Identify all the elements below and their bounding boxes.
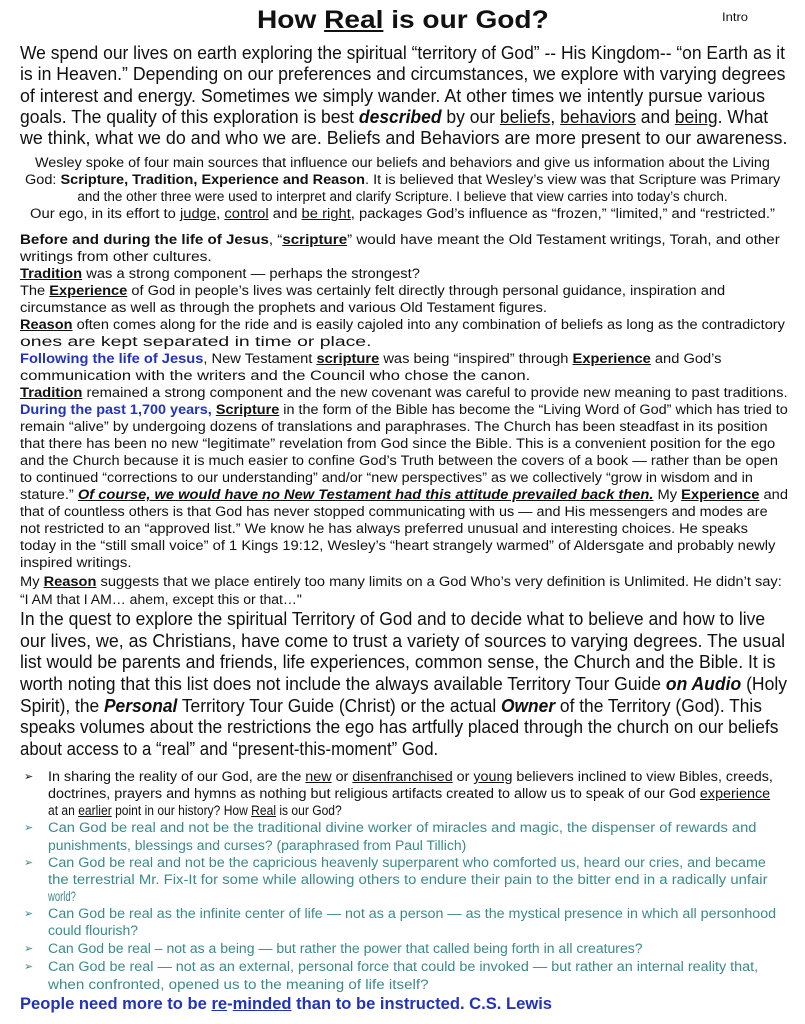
intro-paragraph-line: We spend our lives on earth exploring the spiritual “territory of God” -- His Kingdom-- “on Earth as it [20,43,785,63]
text: , [550,107,561,127]
text: (Holy [741,674,788,694]
text: of the Territory (God). This [555,696,762,716]
history-line [20,283,725,299]
text: , [216,206,225,221]
underlined-word: re [211,994,228,1013]
text: Spirit), the [20,696,104,716]
keyword: Tradition [20,266,83,281]
text: point in our history? How [111,803,252,818]
history-line: that of countless others is that God has never stopped communicating with us — and His messengers and modes are [20,504,768,519]
text: - [227,994,233,1013]
text: in the form of the Bible has become the “Living Word of God” which has tried to [279,402,788,417]
text: believers inclined to view Bibles, creeds, [512,769,773,784]
title-text: is our God? [383,6,549,34]
text: at an [48,803,79,818]
emphasis: Owner [501,696,556,716]
history-line: that there has been no new “legitimate” revelation from God since the Bible. This is a convenient position for the ego [20,436,776,451]
keyword: Experience [49,283,128,298]
quest-paragraph-line: In the quest to explore the spiritual Territory of God and to decide what to believe and how to live [20,609,766,629]
text: suggests that we place entirely too many limits on a God Who’s very definition is Unlimited. He didn’t say: [96,574,782,589]
history-line: ones are kept separated in time or place. [20,334,372,349]
underlined-word: judge [180,206,217,221]
text: , packages God’s influence as “frozen,” “limited,” and “restricted.” [350,206,775,221]
history-line [20,317,785,333]
text: God: [24,172,61,187]
question-line [48,769,773,785]
keyword: Reason [20,317,73,332]
history-line [20,402,788,418]
question-line [48,803,342,819]
text: Wesley spoke of four main sources that influence our beliefs and behaviors and give us information about the Living [35,155,770,170]
text: ” would have meant the Old Testament writings, Torah, and other [347,232,780,247]
history-line [20,266,420,282]
keyword: Scripture [215,402,280,417]
page-title [0,6,805,35]
quest-paragraph-line: list would be parents and friends, life experiences, common sense, the Church and the Bible. It is [20,652,776,672]
section-tag: Intro [722,10,749,24]
question-line: Can God be real — not as an external, personal force that could be invoked — but rather an internal reality that, [48,959,759,974]
arrow-bullet-icon: ➢ [24,943,34,955]
cs-lewis-quote [20,994,552,1014]
underlined-word: beliefs [499,107,551,127]
wesley-line [0,155,805,171]
arrow-bullet-icon: ➢ [24,771,34,783]
history-line [20,385,788,401]
heading-phrase: Before and during the life of Jesus [20,232,269,247]
underlined-word: experience [699,786,771,801]
text: . It is believed that Wesley’s view was that Scripture was Primary [364,172,781,187]
history-line [20,232,780,248]
underlined-word: disenfranchised [352,769,453,784]
text: and [635,107,675,127]
text: by our [441,107,500,127]
history-line: remain “alive” by undergoing dozens of translations and paraphrases. The Church has been steadfast in its position [20,419,768,434]
wesley-line [0,189,805,205]
title-underlined-word: Real [323,6,384,34]
four-sources: Scripture, Tradition, Experience and Reason [60,172,365,187]
underlined-word: earlier [78,803,112,818]
keyword: Tradition [20,385,83,400]
text: is our God? [275,803,342,818]
underlined-word: young [473,769,513,784]
text: , New Testament [203,351,317,366]
history-line: today in the “still small voice” of 1 Kings 19:12, Wesley’s “heart strangely warmed” of Aldersgate and probably newly [20,538,776,553]
history-line: inspired writings. [20,555,132,570]
keyword: scripture [316,351,380,366]
underlined-word: Real [251,803,276,818]
emphasis: Personal [103,696,178,716]
emphasis: Of course, we would have no New Testament had this attitude prevailed back then. [77,487,654,502]
question-line: the terrestrial Mr. Fix-It for some while allowing others to endure their pain to the bitter end in a radically unfair [48,872,768,887]
quest-paragraph-line: about access to a “real” and “present-this-moment” God. [20,739,439,759]
text: People need more to be [20,994,212,1013]
text: of God in people’s lives was certainly felt directly through personal guidance, inspiration and [127,283,726,298]
text: was a strong component — perhaps the strongest? [82,266,420,281]
underlined-word: be right [301,206,351,221]
intro-paragraph-line [20,107,768,128]
question-line: world? [48,889,76,904]
arrow-bullet-icon: ➢ [24,908,34,920]
text: My [20,574,44,589]
question-line: Can God be real as the infinite center of life — not as a person — as the mystical presence in which all personhood [48,906,777,921]
history-line [20,574,782,590]
arrow-bullet-icon: ➢ [24,822,34,834]
text: remained a strong component and the new covenant was careful to provide new meaning to past traditions. [82,385,788,400]
text: and God’s [650,351,722,366]
intro-paragraph-line: is in Heaven.” Depending on our preferences and circumstances, we explore with varying degrees [20,64,786,84]
text: worth noting that this list does not include the always available Territory Tour Guide [20,674,666,694]
text: The [20,283,50,298]
quest-paragraph-line [20,696,762,717]
text: and [268,206,302,221]
heading-phrase: During the past 1,700 years, [20,402,216,417]
history-line [20,487,788,503]
text: , “ [268,232,283,247]
text: or [331,769,353,784]
intro-paragraph-line: we think, what we do and who we are. Beliefs and Behaviors are more present to our awareness. [20,128,788,148]
text: stature.” [20,487,78,502]
quest-paragraph-line [20,674,787,695]
history-line: writings from other cultures. [20,249,212,264]
intro-paragraph-line: of interest and energy. Sometimes we simply wander. At other times we intently pursue various [20,86,766,106]
history-line: and the Church because it is much easier to confine God’s Truth between the covers of a book — rather than be open [20,453,778,468]
text [30,206,775,222]
text: Territory Tour Guide (Christ) or the actual [177,696,502,716]
history-line: “I AM that I AM… ahem, except this or that…" [20,592,302,607]
history-line [20,351,722,367]
title-text-wrap [257,6,549,35]
text: than to be instructed. C.S. Lewis [291,994,553,1013]
text: and [759,487,788,502]
quest-paragraph-line: speaks volumes about the restrictions the ego has artfully placed through the church on our beliefs [20,717,779,737]
quest-paragraph-line: our lives, we, as Christians, have come to trust a variety of sources to varying degrees. The usual [20,631,786,651]
question-line: punishments, blessings and curses? (paraphrased from Paul Tillich) [48,838,467,853]
question-line: could flourish? [48,923,139,938]
text: Our ego, in its effort to [30,206,181,221]
emphasis: described [358,107,442,127]
underlined-word: behaviors [560,107,636,127]
text: In sharing the reality of our God, are the [48,769,306,784]
keyword: Experience [681,487,760,502]
underlined-word: new [305,769,332,784]
text: or [452,769,474,784]
text: My [653,487,682,502]
wesley-line [0,206,805,222]
underlined-word: minded [232,994,292,1013]
emphasis: on Audio [665,674,742,694]
keyword: Experience [572,351,651,366]
text: . What [717,107,769,127]
underlined-word: being [674,107,718,127]
question-line: Can God be real and not be the capricious heavenly superparent who comforted us, heard our cries, and became [48,855,766,870]
history-line: circumstance as well as through the prophets and various Old Testament figures. [20,300,548,315]
text: goals. The quality of this exploration is best [20,107,359,127]
history-line: not restricted to an “approved list.” We know he has always preferred unusual and interesting choices. He speaks [20,521,748,536]
title-text: How [256,6,324,34]
history-line: communication with the writers and the Council who chose the canon. [20,368,531,383]
text [25,172,780,188]
underlined-word: control [224,206,269,221]
keyword: Reason [43,574,97,589]
question-line: Can God be real and not be the traditional divine worker of miracles and magic, the dispenser of rewards and [48,820,757,835]
keyword: scripture [282,232,348,247]
question-line [48,786,770,802]
text: often comes along for the ride and is easily cajoled into any combination of beliefs as long as the contradictory [72,317,785,332]
text: doctrines, prayers and hymns as nothing but religious artifacts created to allow us to speak of our God [48,786,700,801]
heading-phrase: Following the life of Jesus [20,351,204,366]
question-line: when confronted, opened us to the meaning of life itself? [48,977,429,992]
wesley-line [0,172,805,188]
text: and the other three were used to interpret and clarify Scripture. I believe that view carries into today’s church. [77,189,728,204]
arrow-bullet-icon: ➢ [24,961,34,973]
question-line: Can God be real – not as a being — but rather the power that called being forth in all creatures? [48,941,643,956]
text: was being “inspired” through [379,351,573,366]
arrow-bullet-icon: ➢ [24,857,34,869]
history-line: to continued “corrections to our understanding” and/or “new perspectives” as we collectively “grow in wisdom and in [20,470,753,485]
